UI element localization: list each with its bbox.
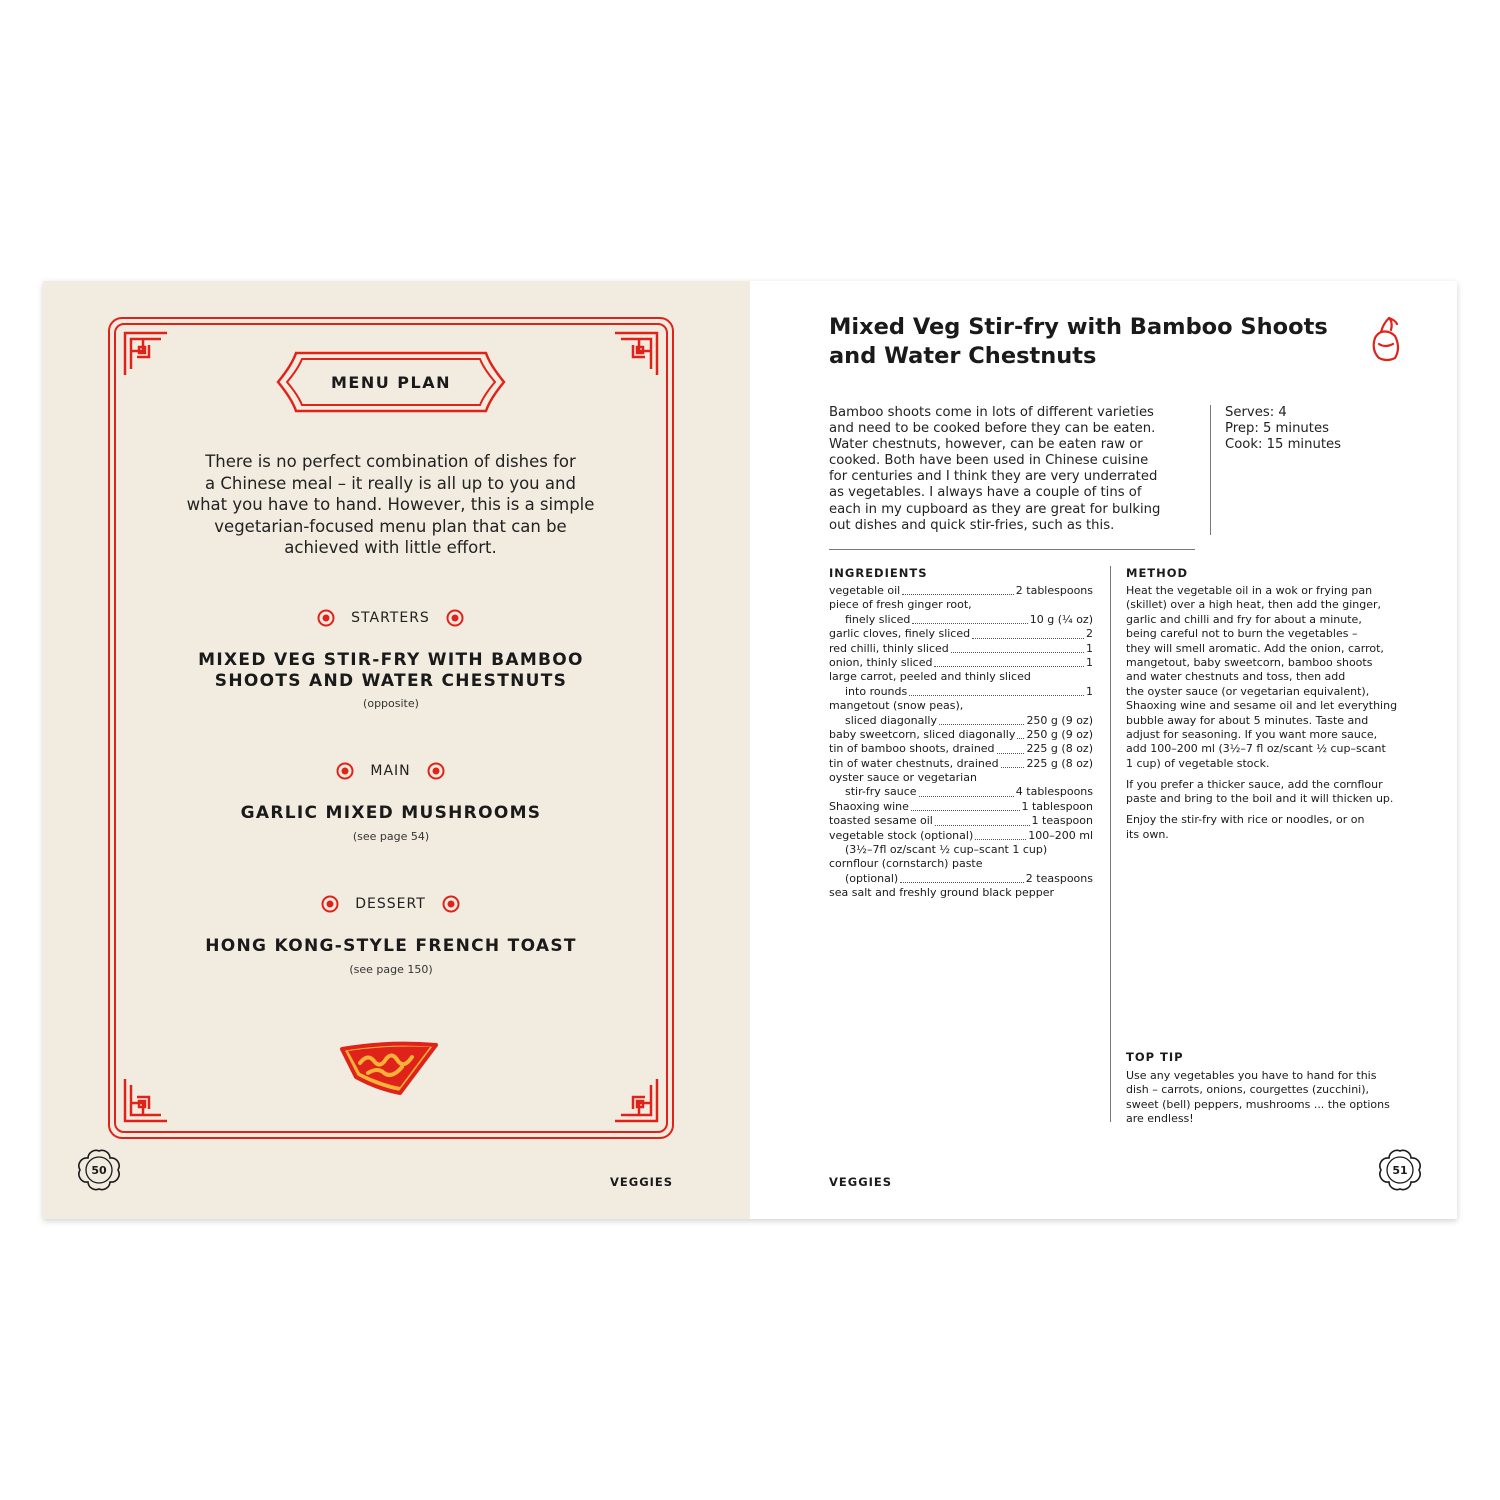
page-number: 50: [91, 1163, 107, 1177]
ingredient-row: [829, 886, 1093, 900]
ingredient-name: stir-fry sauce: [845, 785, 917, 799]
ingredient-name: oyster sauce or vegetarian: [829, 771, 977, 785]
ingredient-name: sea salt and freshly ground black pepper: [829, 886, 1055, 900]
ingredient-quantity: 1 teaspoon: [1031, 814, 1093, 828]
section-footer: VEGGIES: [610, 1175, 674, 1189]
ingredient-name: toasted sesame oil: [829, 814, 933, 828]
dot-leader: [972, 638, 1084, 639]
method-line: (skillet) over a high heat, then add the ginger,: [1126, 598, 1382, 612]
dish-name: MIXED VEG STIR-FRY WITH BAMBOO SHOOTS AND WATER CHESTNUTS: [198, 650, 584, 691]
ingredient-row: [829, 872, 1093, 886]
dish-name: HONG KONG-STYLE FRENCH TOAST: [205, 936, 577, 956]
ingredient-quantity: 2 teaspoons: [1025, 871, 1093, 885]
ingredient-name: Shaoxing wine: [829, 799, 909, 813]
ingredient-name: vegetable oil: [829, 583, 901, 597]
page-reference-note: (opposite): [363, 697, 419, 710]
dot-leader: [997, 753, 1025, 754]
dot-leader: [934, 666, 1084, 667]
ingredient-name: red chilli, thinly sliced: [829, 641, 949, 655]
ingredient-quantity: 2: [1086, 627, 1093, 641]
ingredient-name: garlic cloves, finely sliced: [829, 627, 971, 641]
ingredient-row: [829, 814, 1093, 828]
prep-time: Prep: 5 minutes: [1225, 421, 1329, 437]
ingredient-row: [829, 771, 1093, 785]
ingredient-row: [829, 656, 1093, 670]
method-line: the oyster sauce (or vegetarian equivalent),: [1126, 684, 1370, 698]
ingredient-row: [829, 785, 1093, 799]
flower-dot-icon: [336, 762, 354, 780]
ingredient-quantity: 250 g (9 oz): [1026, 727, 1093, 741]
recipe-title: Mixed Veg Stir-fry with Bamboo Shoots and Water Chestnuts: [829, 314, 1328, 369]
divider: [1110, 566, 1111, 1122]
ingredient-name: onion, thinly sliced: [829, 655, 933, 669]
ingredient-name: sliced diagonally: [845, 713, 937, 727]
method-line: being careful not to burn the vegetables –: [1126, 627, 1358, 641]
method-line: mangetout, baby sweetcorn, bamboo shoots: [1126, 656, 1373, 670]
corner-ornament-icon: [613, 331, 659, 377]
ingredient-name: tin of water chestnuts, drained: [829, 756, 999, 770]
french-toast-icon: [338, 1039, 442, 1097]
ingredient-name: vegetable stock (optional): [829, 828, 974, 842]
ingredient-row: [829, 728, 1093, 742]
section-footer: VEGGIES: [829, 1175, 893, 1189]
ingredient-row: [829, 714, 1093, 728]
ingredient-quantity: 225 g (8 oz): [1026, 756, 1093, 770]
course-label: MAIN: [370, 763, 411, 779]
dot-leader: [935, 825, 1030, 826]
recipe-intro: Bamboo shoots come in lots of different varieties and need to be cooked before they can be eaten. Water chestnuts, however, can be eaten raw or cooked. Both have been used in Chinese cuisine for centuries and I think they are very underrated as vegetables. I always have a couple of tins of each in my cupboard as they are great for bulking out dishes and quick stir-fries, such as this.: [829, 405, 1161, 533]
menu-frame-inner: [114, 323, 668, 1133]
corner-ornament-icon: [123, 1077, 169, 1123]
ingredient-row: [829, 843, 1093, 857]
method-line: add 100–200 ml (3½–7 fl oz/scant ½ cup–scant: [1126, 742, 1386, 756]
ingredient-row: [829, 800, 1093, 814]
method-line: garlic and chilli and fry for about a minute,: [1126, 612, 1362, 626]
ingredient-row: [829, 584, 1093, 598]
menu-intro-text: There is no perfect combination of dishes for a Chinese meal – it really is all up to you and what you have to hand. However, this is a simple vegetarian-focused menu plan that can be achieved with little effort.: [186, 452, 595, 557]
dot-leader: [919, 796, 1014, 797]
top-tip-heading: TOP TIP: [1126, 1050, 1184, 1064]
ingredients-list: [829, 584, 1093, 901]
dot-leader: [912, 623, 1027, 624]
ingredient-name: finely sliced: [845, 612, 911, 626]
ingredient-row: [829, 642, 1093, 656]
dot-leader: [900, 882, 1024, 883]
ingredient-quantity: 1: [1086, 641, 1093, 655]
ingredient-name: (optional): [845, 871, 899, 885]
ingredient-name: baby sweetcorn, sliced diagonally: [829, 727, 1016, 741]
method-paragraph: [1126, 813, 1398, 842]
ingredient-name: cornflour (cornstarch) paste: [829, 857, 983, 871]
method-line: bubble away for about 5 minutes. Taste and: [1126, 713, 1369, 727]
ingredient-row: [829, 857, 1093, 871]
ingredient-name: large carrot, peeled and thinly sliced: [829, 670, 1031, 684]
method-text: [1126, 584, 1398, 848]
ingredient-row: [829, 598, 1093, 612]
ingredient-quantity: 1: [1086, 655, 1093, 669]
ingredient-row: [829, 670, 1093, 684]
ingredient-name: piece of fresh ginger root,: [829, 598, 972, 612]
ingredient-row: [829, 829, 1093, 843]
method-paragraph: [1126, 778, 1398, 807]
ingredients-heading: INGREDIENTS: [829, 566, 928, 580]
page-reference-note: (see page 150): [349, 963, 433, 976]
method-line: its own.: [1126, 827, 1169, 841]
ingredient-row: [829, 627, 1093, 641]
ingredient-quantity: 10 g (¼ oz): [1029, 612, 1093, 626]
method-line: and water chestnuts and toss, then add: [1126, 670, 1346, 684]
book-spread: [43, 281, 1457, 1219]
ingredient-name: tin of bamboo shoots, drained: [829, 742, 995, 756]
method-line: If you prefer a thicker sauce, add the cornflour: [1126, 777, 1383, 791]
method-paragraph: [1126, 584, 1398, 771]
flower-dot-icon: [446, 609, 464, 627]
recipe-meta: [1225, 405, 1425, 454]
ingredient-row: [829, 757, 1093, 771]
method-line: 1 cup) of vegetable stock.: [1126, 756, 1270, 770]
corner-ornament-icon: [123, 331, 169, 377]
method-line: Heat the vegetable oil in a wok or frying pan: [1126, 584, 1373, 597]
ingredient-quantity: 2 tablespoons: [1015, 583, 1093, 597]
top-tip-text: Use any vegetables you have to hand for this dish – carrots, onions, courgettes (zucchini), sweet (bell) peppers, mushrooms ... the options are endless!: [1126, 1069, 1390, 1126]
method-line: they will smell aromatic. Add the onion, carrot,: [1126, 641, 1384, 655]
course-label: STARTERS: [351, 610, 430, 626]
dot-leader: [902, 594, 1014, 595]
ingredient-quantity: 1: [1086, 684, 1093, 698]
flower-dot-icon: [442, 895, 460, 913]
ingredient-row: [829, 613, 1093, 627]
ingredient-quantity: 250 g (9 oz): [1026, 713, 1093, 727]
dot-leader: [911, 810, 1020, 811]
method-heading: METHOD: [1126, 566, 1189, 580]
flower-dot-icon: [317, 609, 335, 627]
menu-plan-title: MENU PLAN: [331, 372, 451, 392]
dot-leader: [1001, 767, 1025, 768]
method-line: adjust for seasoning. If you want more sauce,: [1126, 728, 1378, 742]
divider: [829, 549, 1195, 550]
course-dessert: [283, 891, 498, 917]
dot-leader: [909, 695, 1084, 696]
dot-leader: [939, 724, 1024, 725]
page-reference-note: (see page 54): [352, 830, 430, 843]
method-line: paste and bring to the boil and it will thicken up.: [1126, 792, 1394, 806]
dot-leader: [951, 652, 1084, 653]
flower-dot-icon: [427, 762, 445, 780]
course-label: DESSERT: [355, 896, 426, 912]
flower-dot-icon: [321, 895, 339, 913]
ingredient-name: mangetout (snow peas),: [829, 699, 964, 713]
right-page: [750, 281, 1457, 1219]
ingredient-quantity: 4 tablespoons: [1015, 785, 1093, 799]
ingredient-quantity: 225 g (8 oz): [1026, 742, 1093, 756]
divider: [1210, 405, 1211, 535]
ingredient-row: [829, 742, 1093, 756]
method-line: Shaoxing wine and sesame oil and let everything: [1126, 699, 1398, 713]
dot-leader: [975, 839, 1026, 840]
course-starters: [283, 605, 498, 631]
dot-leader: [1017, 738, 1024, 739]
ingredient-quantity: 100–200 ml: [1028, 828, 1093, 842]
page-number: 51: [1392, 1163, 1408, 1177]
ingredient-row: [829, 685, 1093, 699]
ingredient-name: (3½–7fl oz/scant ½ cup–scant 1 cup): [845, 843, 1048, 857]
dish-name: GARLIC MIXED MUSHROOMS: [240, 803, 542, 823]
ingredient-row: [829, 699, 1093, 713]
ingredient-name: into rounds: [845, 684, 908, 698]
chili-icon: [1365, 314, 1407, 362]
cook-time: Cook: 15 minutes: [1225, 437, 1341, 453]
left-page: [43, 281, 750, 1219]
course-main: [283, 758, 498, 784]
corner-ornament-icon: [613, 1077, 659, 1123]
method-line: Enjoy the stir-fry with rice or noodles, or on: [1126, 813, 1365, 827]
serves: Serves: 4: [1225, 405, 1287, 420]
ingredient-quantity: 1 tablespoon: [1021, 799, 1093, 813]
